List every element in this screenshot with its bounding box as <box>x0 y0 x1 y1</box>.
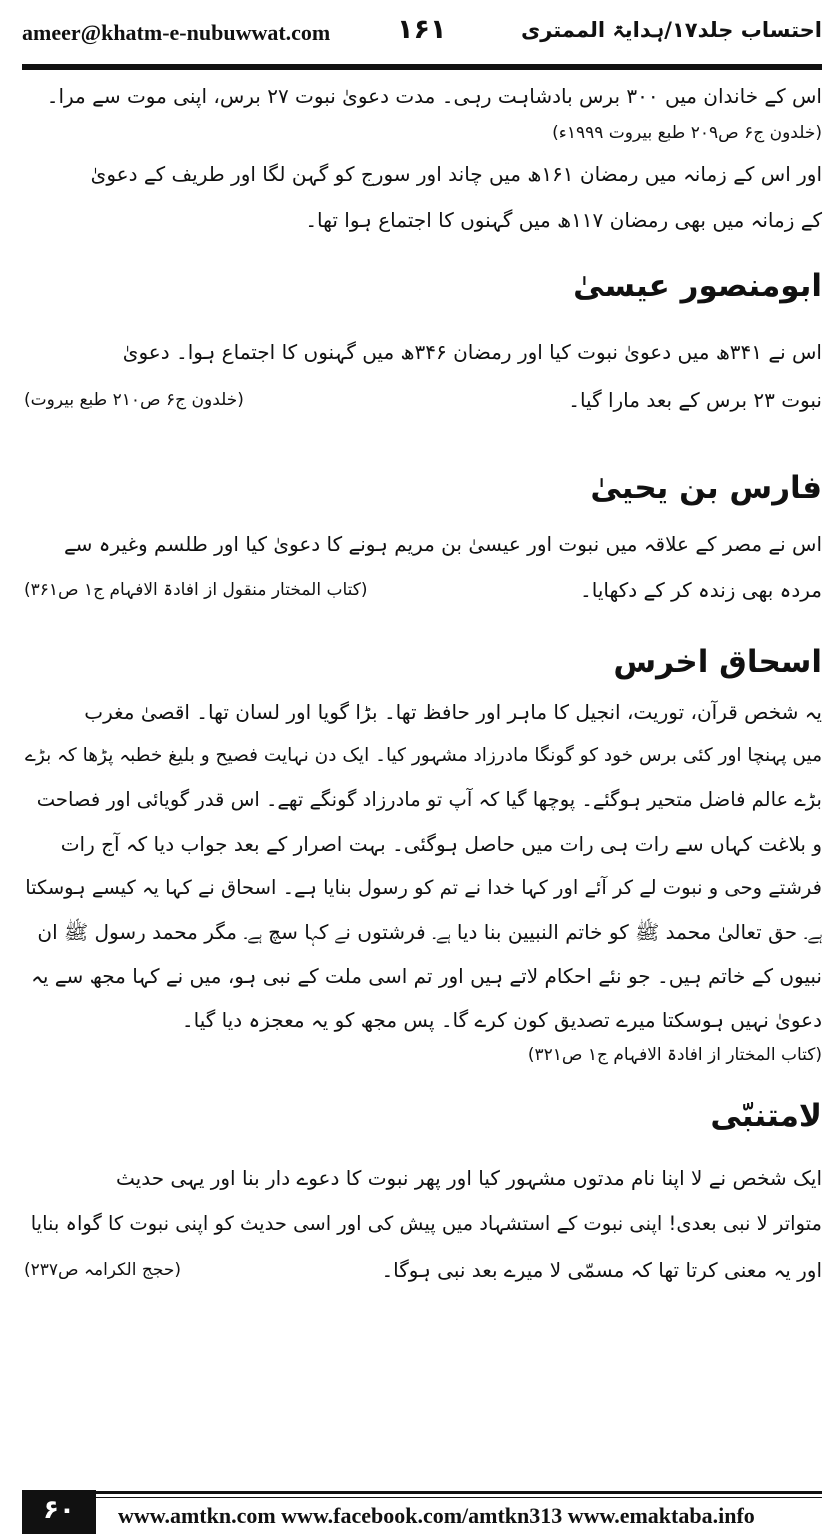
footer-page-number: ۶۰ <box>22 1490 96 1534</box>
reference-citation: (کتاب المختار از افادۃ الافہام ج۱ ص۳۲۱) <box>527 1045 822 1065</box>
paragraph-line: مردہ بھی زندہ کر کے دکھایا۔ <box>580 578 822 602</box>
section-heading: اسحاق اخرس <box>613 644 822 680</box>
header-book-title: احتساب جلد۱۷/ہدایۃ الممتری <box>521 18 822 42</box>
reference-citation: (خلدون ج۶ ص۲۰۹ طبع بیروت ۱۹۹۹ء) <box>552 123 822 143</box>
paragraph-line: ایک شخص نے لا اپنا نام مدتوں مشہور کیا اور پھر نبوت کا دعوے دار بنا اور یہی حدیث <box>116 1166 822 1190</box>
paragraph-line: اور یہ معنی کرتا تھا کہ مسمّی لا میرے بعد نبی ہوگا۔ <box>381 1258 822 1282</box>
paragraph-line: نبیوں کے خاتم ہیں۔ جو نئے احکام لاتے ہیں اور تم اسی ملت کے نبی ہو، میں نے کہا مجھ سے یہ <box>31 964 822 988</box>
paragraph-line: دعویٰ نہیں ہوسکتا میرے تصدیق کون کرے گا۔ پس مجھ کو یہ معجزہ دیا گیا۔ <box>181 1008 822 1032</box>
paragraph-line: اور اس کے زمانہ میں رمضان ۱۶۱ھ میں چاند اور سورج کو گہن لگا اور طریف کے دعویٰ <box>90 162 822 186</box>
paragraph-row <box>24 378 822 422</box>
paragraph-line: ہے۔ حق تعالیٰ محمد ﷺ کو خاتم النبیین بنا دیا ہے۔ فرشتوں نے کہا سچ ہے۔ مگر محمد رسول ﷺ ان <box>37 920 822 944</box>
reference-citation: (حجج الکرامہ ص۲۳۷) <box>24 1260 181 1280</box>
paragraph-line: متواتر لا نبی بعدی! اپنی نبوت کے استشہاد میں پیش کی اور اسی حدیث کو اپنی نبوت کا گواہ بنایا <box>30 1212 822 1235</box>
paragraph-line: نبوت ۲۳ برس کے بعد مارا گیا۔ <box>568 388 822 412</box>
reference-citation: (کتاب المختار منقول از افادۃ الافہام ج۱ ص۳۶۱) <box>24 580 368 600</box>
paragraph-line: اس کے خاندان میں ۳۰۰ برس بادشاہت رہی۔ مدت دعویٰ نبوت ۲۷ برس، اپنی موت سے مرا۔ <box>46 84 822 108</box>
paragraph-line: میں پہنچا اور کئی برس خود کو گونگا مادرزاد مشہور کیا۔ ایک دن نہایت فصیح و بلیغ خطبہ پڑھا کہ بڑے <box>25 745 822 766</box>
paragraph-row <box>24 568 822 612</box>
section-heading: فارس بن یحییٰ <box>590 470 822 506</box>
footer-rule-thin <box>24 1497 822 1498</box>
footer-rule <box>24 1491 822 1494</box>
footer-urls: www.amtkn.com www.facebook.com/amtkn313 www.emaktaba.info <box>118 1503 755 1528</box>
paragraph-line: و بلاغت کہاں سے رات ہی رات میں حاصل ہوگئی۔ بہت اصرار کے بعد جواب دیا کہ آج رات <box>60 832 822 856</box>
paragraph-line: فرشتے وحی و نبوت لے کر آئے اور کہا خدا نے تم کو رسول بنایا ہے۔ اسحاق نے کہا یہ کیسے ہوسکتا <box>25 876 822 899</box>
paragraph-row <box>24 1248 822 1292</box>
paragraph-line: اس نے ۳۴۱ھ میں دعویٰ نبوت کیا اور رمضان ۳۴۶ھ میں گہنوں کا اجتماع ہوا۔ دعویٰ <box>122 340 822 364</box>
header-page-number: ۱۶۱ <box>397 14 447 45</box>
header-rule <box>22 64 822 70</box>
paragraph-line: بڑے عالم فاضل متحیر ہوگئے۔ پوچھا گیا کہ آپ تو مادرزاد گونگے تھے۔ اس قدر گویائی اور فصاحت <box>36 788 822 811</box>
paragraph-line: اس نے مصر کے علاقہ میں نبوت اور عیسیٰ بن مریم ہونے کا دعویٰ کیا اور طلسم وغیرہ سے <box>63 532 822 556</box>
section-heading: ابومنصور عیسیٰ <box>573 268 822 304</box>
reference-citation: (خلدون ج۶ ص۲۱۰ طبع بیروت) <box>24 390 244 410</box>
section-heading: لامتنبّی <box>710 1098 822 1134</box>
header-email: ameer@khatm-e-nubuwwat.com <box>22 20 331 45</box>
paragraph-line: کے زمانہ میں بھی رمضان ۱۱۷ھ میں گہنوں کا اجتماع ہوا تھا۔ <box>305 208 822 232</box>
paragraph-line: یہ شخص قرآن، توریت، انجیل کا ماہر اور حافظ تھا۔ بڑا گویا اور لسان تھا۔ اقصیٰ مغرب <box>84 700 822 724</box>
page-header <box>0 0 840 66</box>
